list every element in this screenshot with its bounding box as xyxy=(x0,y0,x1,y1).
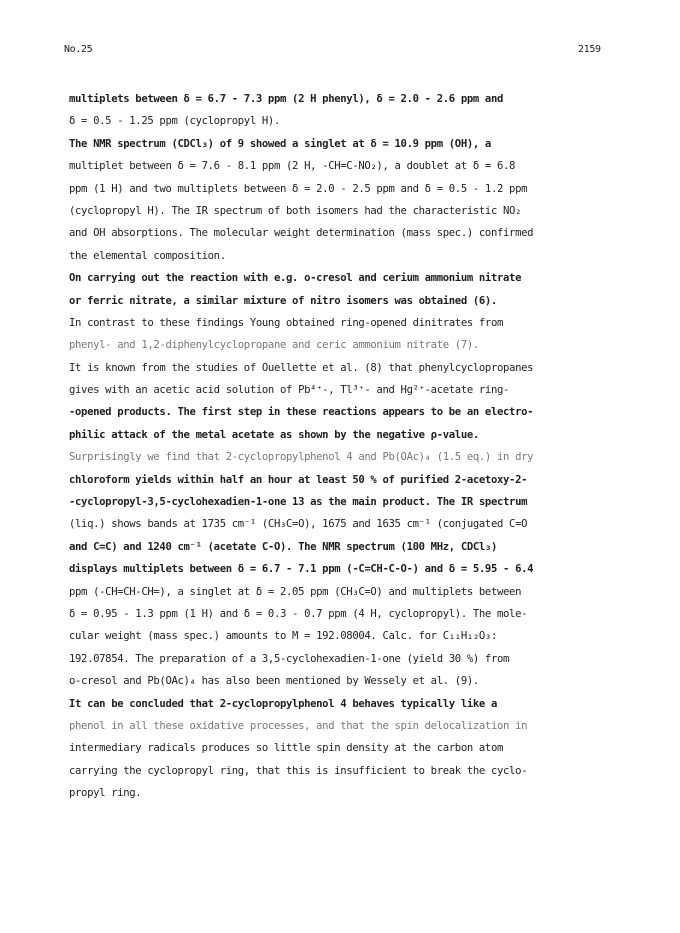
text-line: It is known from the studies of Ouellette et al. (8) that phenylcyclopropanes xyxy=(69,361,534,374)
text-line: -cyclopropyl-3,5-cyclohexadien-1-one 13 as the main product. The IR spectrum xyxy=(69,496,528,509)
text-line: δ = 0.5 - 1.25 ppm (cyclopropyl H). xyxy=(69,115,280,128)
text-line: intermediary radicals produces so little spin density at the carbon atom xyxy=(69,742,504,755)
text-line: propyl ring. xyxy=(69,787,142,800)
page-number: 2159 xyxy=(578,44,601,55)
text-line: displays multiplets between δ = 6.7 - 7.1 ppm (-C=CH-C-O-) and δ = 5.95 - 6.4 xyxy=(69,563,534,576)
body-text xyxy=(69,88,629,805)
text-line: -opened products. The first step in these reactions appears to be an electro- xyxy=(69,406,534,419)
text-line: cular weight (mass spec.) amounts to M = 192.08004. Calc. for C₁₁H₁₂O₃: xyxy=(69,630,497,643)
text-line: δ = 0.95 - 1.3 ppm (1 H) and δ = 0.3 - 0.7 ppm (4 H, cyclopropyl). The mole- xyxy=(69,607,528,620)
text-line: It can be concluded that 2-cyclopropylphenol 4 behaves typically like a xyxy=(69,697,497,710)
text-line: carrying the cyclopropyl ring, that this is insufficient to break the cyclo- xyxy=(69,764,528,777)
journal-number: No.25 xyxy=(64,44,93,55)
text-line: phenol in all these oxidative processes, and that the spin delocalization in xyxy=(69,719,528,732)
text-line: o-cresol and Pb(OAc)₄ has also been mentioned by Wessely et al. (9). xyxy=(69,675,479,688)
text-line: and C=C) and 1240 cm⁻¹ (acetate C-O). The NMR spectrum (100 MHz, CDCl₃) xyxy=(69,540,497,553)
text-line: multiplets between δ = 6.7 - 7.3 ppm (2 H phenyl), δ = 2.0 - 2.6 ppm and xyxy=(69,93,504,105)
text-line: (liq.) shows bands at 1735 cm⁻¹ (CH₃C=O), 1675 and 1635 cm⁻¹ (conjugated C=O xyxy=(69,518,528,531)
text-line: Surprisingly we find that 2-cyclopropylphenol 4 and Pb(OAc)₄ (1.5 eq.) in dry xyxy=(69,451,534,464)
text-line: 192.07854. The preparation of a 3,5-cyclohexadien-1-one (yield 30 %) from xyxy=(69,652,510,665)
text-line: (cyclopropyl H). The IR spectrum of both isomers had the characteristic NO₂ xyxy=(69,204,522,217)
text-line: In contrast to these findings Young obtained ring-opened dinitrates from xyxy=(69,316,504,329)
text-line: chloroform yields within half an hour at least 50 % of purified 2-acetoxy-2- xyxy=(69,473,528,486)
text-line: ppm (1 H) and two multiplets between δ = 2.0 - 2.5 ppm and δ = 0.5 - 1.2 ppm xyxy=(69,182,528,195)
text-line: gives with an acetic acid solution of Pb⁴⁺-, Tl³⁺- and Hg²⁺-acetate ring- xyxy=(69,384,510,397)
text-line: the elemental composition. xyxy=(69,249,226,262)
text-line: On carrying out the reaction with e.g. o-cresol and cerium ammonium nitrate xyxy=(69,272,522,285)
text-line: and OH absorptions. The molecular weight determination (mass spec.) confirmed xyxy=(69,227,534,240)
text-line: philic attack of the metal acetate as shown by the negative ρ-value. xyxy=(69,428,479,441)
text-line: or ferric nitrate, a similar mixture of nitro isomers was obtained (6). xyxy=(69,294,497,307)
text-line: The NMR spectrum (CDCl₃) of 9 showed a singlet at δ = 10.9 ppm (OH), a xyxy=(69,137,491,150)
text-line: ppm (-CH=CH-CH=), a singlet at δ = 2.05 ppm (CH₃C=O) and multiplets between xyxy=(69,585,522,598)
text-line: phenyl- and 1,2-diphenylcyclopropane and ceric ammonium nitrate (7). xyxy=(69,339,479,352)
text-line: multiplet between δ = 7.6 - 8.1 ppm (2 H, -CH=C-NO₂), a doublet at δ = 6.8 xyxy=(69,160,516,173)
